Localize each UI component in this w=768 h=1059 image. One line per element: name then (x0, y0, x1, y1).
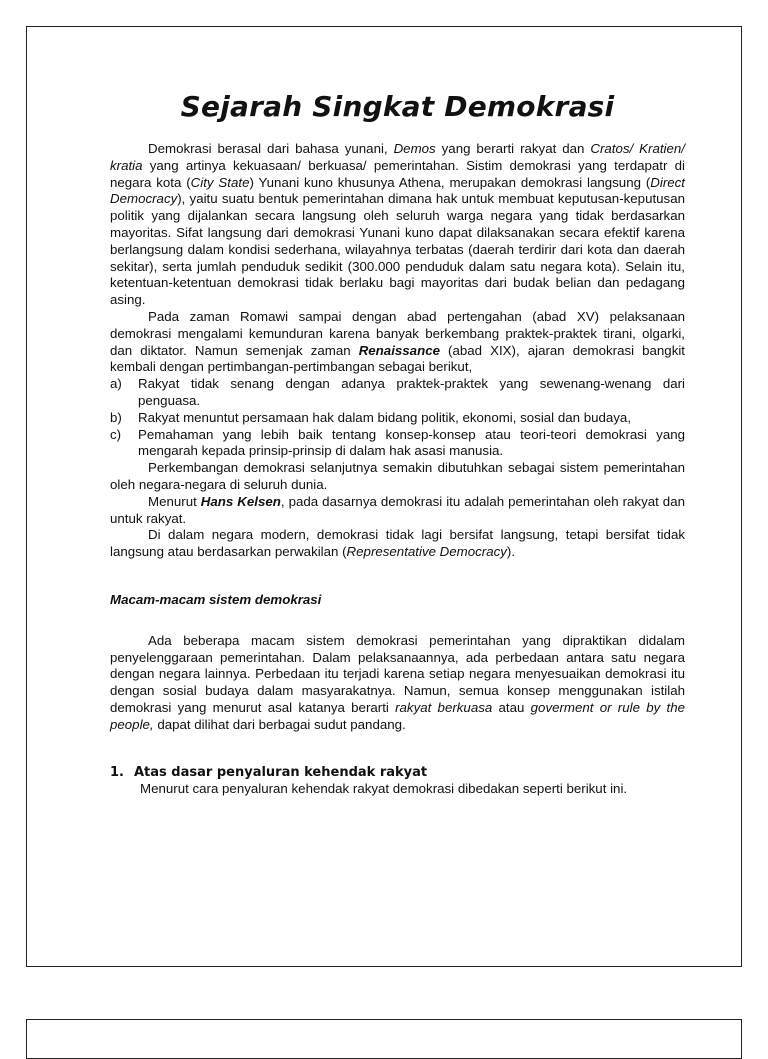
page-content (110, 87, 685, 798)
subheading-systems: Macam-macam sistem demokrasi (110, 591, 322, 607)
paragraph-origin: Demokrasi berasal dari bahasa yunani, Demos yang berarti rakyat dan Cratos/ Kratien/ kratia yang artinya kekuasaan/ berkuasa/ pemerintahan. Sistim demokrasi yang terdapatr di negara kota (City State) Yunani kuno khusunya Athena, merupakan demokrasi langsung (Direct Democracy), yaitu suatu bentuk pemerintahan dimana hak untuk membuat keputusan-keputusan politik yang dijalankan secara langsung oleh seluruh warga negara yang tidak berdasarkan mayoritas. Sifat langsung dari demokrasi Yunani kuno dapat dilaksanakan secara efektif karena berlangsung dalam kondisi sederhana, wilayahnya terbatas (daerah terdirir dari kota dan daerah sekitar), serta jumlah penduduk sedikit (300.000 penduduk dalam satu negara kota). Selain itu, ketentuan-ketentuan demokrasi tidak berlaku bagi mayoritas dari budak belian dan pedagang asing. (110, 141, 685, 308)
next-page-edge (26, 1019, 742, 1059)
list-item: b) Rakyat menuntut persamaan hak dalam bidang politik, ekonomi, sosial dan budaya, (110, 409, 632, 425)
considerations-list (110, 376, 685, 460)
section-heading-1: 1. Atas dasar penyaluran kehendak rakyat (110, 764, 428, 780)
paragraph-development: Perkembangan demokrasi selanjutnya semakin dibutuhkan sebagai sistem pemerintahan oleh negara-negara di seluruh dunia. (110, 460, 685, 492)
paragraph-kelsen: Menurut Hans Kelsen, pada dasarnya demokrasi itu adalah pemerintahan oleh rakyat dan untuk rakyat. (110, 493, 685, 526)
list-item: c) Pemahaman yang lebih baik tentang konsep-konsep atau teori-teori demokrasi yang mengarah kepada prinsip-prinsip di dalam hak asasi manusia. (110, 426, 685, 459)
list-item: a) Rakyat tidak senang dengan adanya praktek-praktek yang sewenang-wenang dari penguasa. (110, 376, 685, 408)
paragraph-systems: Ada beberapa macam sistem demokrasi pemerintahan yang dipraktikan didalam penyelenggaraan pemerintahan. Dalam pelaksanaannya, ada perbedaan antara satu negara dengan negara lainnya. Perbedaan itu terjadi karena setiap negara menyesuaikan demokrasi itu dengan sosial budaya dalam masyarakatnya. Namun, semua konsep menggunakan istilah demokrasi yang menurut asal katanya berarti rakyat berkuasa atau goverment or rule by the people, dapat dilihat dari berbagai sudut pandang. (110, 632, 685, 732)
section-1-body (110, 781, 685, 798)
paragraph-modern: Di dalam negara modern, demokrasi tidak lagi bersifat langsung, tetapi bersifat tidak langsung atau berdasarkan perwakilan (Representative Democracy). (110, 527, 685, 560)
document-title: Sejarah Singkat Demokrasi (180, 90, 615, 123)
paragraph-section-1: Menurut cara penyaluran kehendak rakyat demokrasi dibedakan seperti berikut ini. (140, 781, 628, 797)
paragraph-renaissance: Pada zaman Romawi sampai dengan abad pertengahan (abad XV) pelaksanaan demokrasi mengalami kemunduran karena banyak berkembang praktek-praktek tirani, olgarki, dan diktator. Namun semenjak zaman Renaissance (abad XIX), ajaran demokrasi bangkit kembali dengan pertimbangan-pertimbangan sebagai berikut, (110, 308, 685, 375)
document-body (110, 141, 685, 798)
document-page (26, 26, 742, 967)
